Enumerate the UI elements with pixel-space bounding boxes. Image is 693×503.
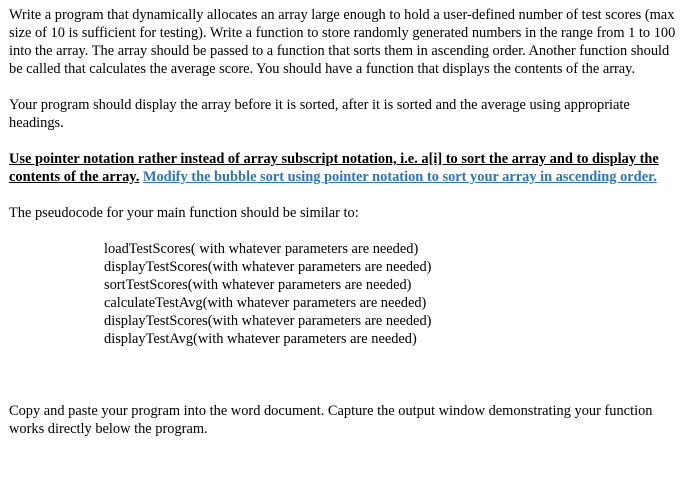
- pseudocode-block: [9, 240, 681, 348]
- pseudocode-intro: The pseudocode for your main function should be similar to:: [9, 205, 359, 221]
- pseudocode-line: loadTestScores( with whatever parameters are needed): [104, 241, 419, 257]
- pseudocode-line: calculateTestAvg(with whatever parameters are needed): [104, 295, 427, 311]
- pseudocode-line: displayTestAvg(with whatever parameters are needed): [104, 331, 417, 347]
- pseudocode-line: displayTestScores(with whatever parameters are needed): [104, 313, 432, 329]
- display-instruction-paragraph: Your program should display the array before it is sorted, after it is sorted and the average using appropriate headings.: [9, 97, 630, 131]
- intro-paragraph: Write a program that dynamically allocates an array large enough to hold a user-defined number of test scores (max size of 10 is sufficient for testing). Write a function to store randomly generated numbers in the range from 1 to 100 into the array. The array should be passed to a function that sorts them in ascending order. Another function should be called that calculates the average score. You should have a function that displays the contents of the array.: [9, 7, 676, 77]
- pointer-instruction-paragraph: [9, 150, 681, 186]
- bubble-sort-link[interactable]: Modify the bubble sort using pointer notation to sort your array in ascending order.: [142, 169, 657, 185]
- pseudocode-line: sortTestScores(with whatever parameters are needed): [104, 277, 412, 293]
- closing-paragraph: Copy and paste your program into the word document. Capture the output window demonstrating your function works directly below the program.: [9, 403, 653, 437]
- assignment-document: [9, 6, 681, 438]
- pseudocode-line: displayTestScores(with whatever parameters are needed): [104, 259, 432, 275]
- pointer-notation-requirement: Use pointer notation rather instead of array subscript notation, i.e. a[i] to sort the array and to display the contents of the array.: [9, 151, 659, 185]
